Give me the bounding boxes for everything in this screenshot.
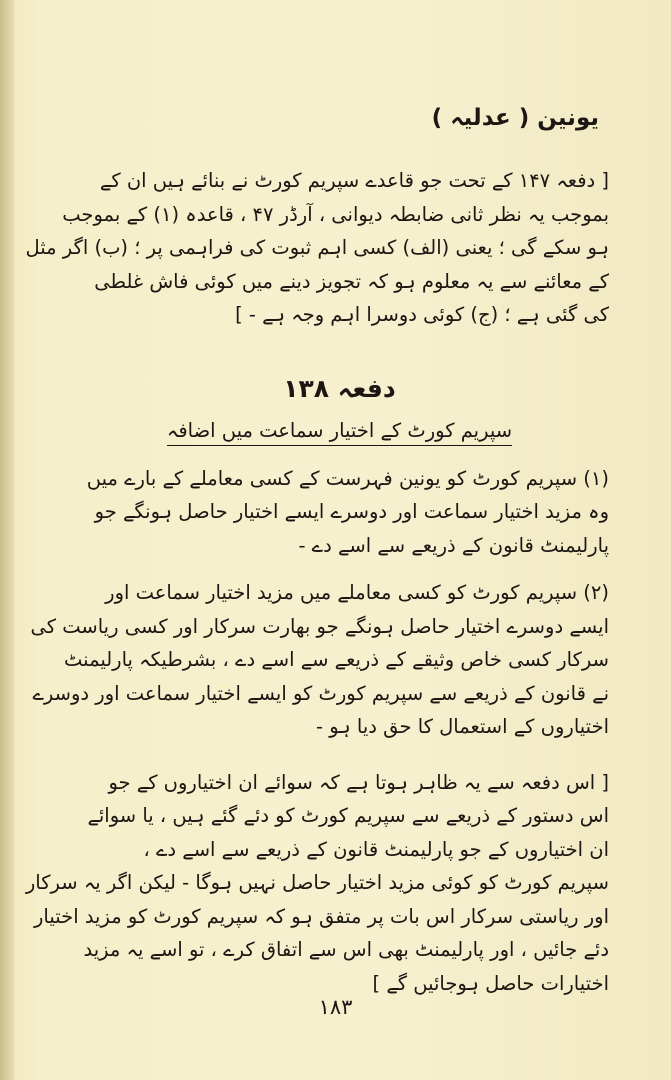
intro-note-line: ہو سکے گی ؛ یعنی (الف) کسی اہم ثبوت کی فراہمی پر ؛ (ب) اگر مثل <box>25 236 609 259</box>
intro-note-line: [ دفعہ ۱۴۷ کے تحت جو قاعدے سپریم کورٹ نے بنائے ہیں ان کے <box>99 169 609 192</box>
section-subtitle-text: سپریم کورٹ کے اختیار سماعت میں اضافہ <box>167 419 512 446</box>
running-head: یونین ( عدلیہ ) <box>431 105 599 131</box>
closing-note-line: [ اس دفعہ سے یہ ظاہر ہوتا ہے کہ سوائے ان اختیاروں کے جو <box>108 770 609 794</box>
intro-note <box>25 164 609 332</box>
intro-note-line: بموجب یہ نظر ثانی ضابطہ دیوانی ، آرڈر ۴۷ ، قاعدہ (۱) کے بموجب <box>62 202 609 226</box>
clause-1-line: (۱) سپریم کورٹ کو یونین فہرست کے کسی معاملے کے بارے میں <box>86 466 609 490</box>
closing-note-line: دئے جائیں ، اور پارلیمنٹ بھی اس سے اتفاق کرے ، تو اسے یہ مزید <box>83 938 609 961</box>
clause-2-line: نے قانون کے ذریعے سے سپریم کورٹ کو ایسے اختیار سماعت اور دوسرے <box>32 681 609 705</box>
clause-2-line: اختیاروں کے استعمال کا حق دیا ہو - <box>316 715 609 738</box>
closing-note <box>25 766 609 1001</box>
section-subtitle <box>70 416 609 446</box>
clause-2-line: ایسے دوسرے اختیار حاصل ہونگے جو بھارت سرکار اور کسی ریاست کی <box>30 614 609 638</box>
page-spine-shadow <box>0 0 14 1080</box>
clause-1-line: پارلیمنٹ قانون کے ذریعے سے اسے دے - <box>298 533 609 557</box>
page-number: ۱۸۳ <box>318 995 353 1019</box>
intro-note-line: کی گئی ہے ؛ (ج) کوئی دوسرا اہم وجہ ہے - ] <box>235 303 609 326</box>
closing-note-line: ان اختیاروں کے جو پارلیمنٹ قانون کے ذریعے سے اسے دے ، <box>143 837 609 861</box>
intro-note-line: کے معائنے سے یہ معلوم ہو کہ تجویز دینے میں کوئی فاش غلطی <box>94 269 609 293</box>
clause-2 <box>30 576 609 744</box>
closing-note-line: اس دستور کے ذریعے سے سپریم کورٹ کو دئے گئے ہیں ، یا سوائے <box>87 804 609 827</box>
clause-2-line: سرکار کسی خاص وثیقے کے ذریعے سے اسے دے ، بشرطیکہ پارلیمنٹ <box>64 648 609 671</box>
clause-1-line: وہ مزید اختیار سماعت اور دوسرے ایسے اختیار حاصل ہونگے جو <box>94 500 609 523</box>
section-heading: دفعہ ۱۳۸ <box>283 373 396 403</box>
clause-1 <box>70 462 609 563</box>
closing-note-line: اور ریاستی سرکار اس بات پر متفق ہو کہ سپریم کورٹ کو مزید اختیار <box>34 904 609 928</box>
closing-note-line: اختیارات حاصل ہوجائیں گے ] <box>372 971 609 995</box>
closing-note-line: سپریم کورٹ کو کوئی مزید اختیار حاصل نہیں ہوگا - لیکن اگر یہ سرکار <box>25 871 609 894</box>
clause-2-line: (۲) سپریم کورٹ کو کسی معاملے میں مزید اختیار سماعت اور <box>105 581 609 604</box>
